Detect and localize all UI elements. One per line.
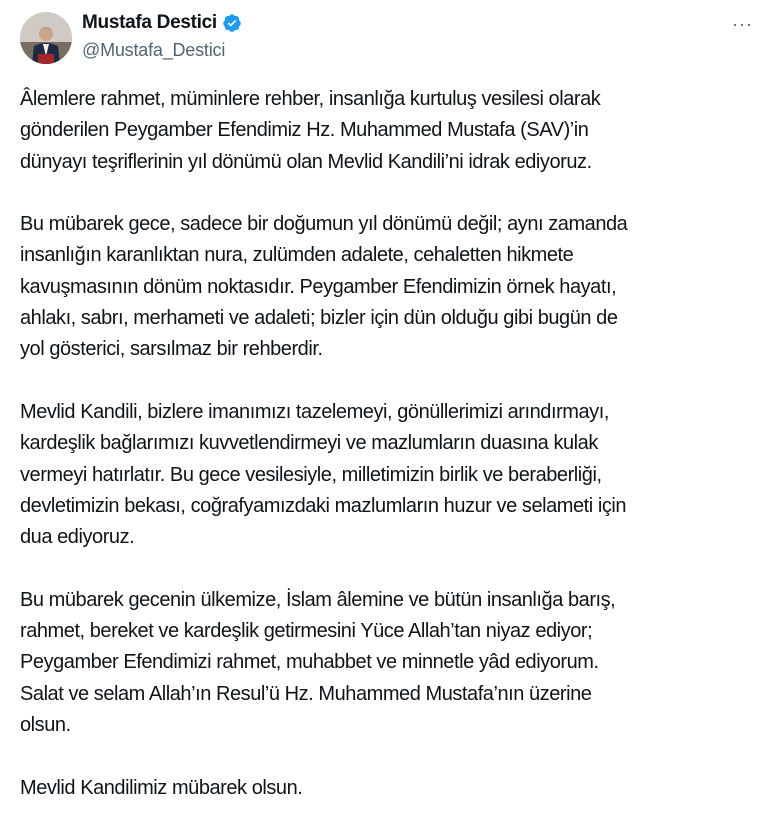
tweet-paragraph bbox=[20, 209, 760, 365]
tweet-line: Peygamber Efendimizi rahmet, muhabbet ve minnetle yâd ediyorum. bbox=[20, 651, 599, 674]
tweet-paragraph bbox=[20, 773, 760, 804]
tweet-line: yol gösterici, sarsılmaz bir rehberdir. bbox=[20, 338, 323, 361]
tweet-line: ahlakı, sabrı, merhameti ve adaleti; bizler için dün olduğu gibi bugün de bbox=[20, 307, 618, 330]
tweet-line: kardeşlik bağlarımızı kuvvetlendirmeyi ve mazlumların duasına kulak bbox=[20, 432, 598, 455]
more-horizontal-icon[interactable]: ··· bbox=[732, 14, 753, 34]
tweet-line: kavuşmasının dönüm noktasıdır. Peygamber Efendimizin örnek hayatı, bbox=[20, 275, 617, 298]
verified-badge-icon bbox=[222, 13, 242, 33]
tweet-line: gönderilen Peygamber Efendimiz Hz. Muhammed Mustafa (SAV)’in bbox=[20, 119, 589, 142]
author-name-row bbox=[82, 12, 242, 34]
tweet-line: vermeyi hatırlatır. Bu gece vesilesiyle, milletimizin birlik ve beraberliği, bbox=[20, 463, 602, 486]
tweet-line: Mevlid Kandilimiz mübarek olsun. bbox=[20, 776, 303, 799]
tweet-paragraph bbox=[20, 585, 760, 741]
tweet-line: dünyayı teşriflerinin yıl dönümü olan Mevlid Kandili’ni idrak ediyoruz. bbox=[20, 150, 592, 173]
author-handle[interactable]: @Mustafa_Destici bbox=[82, 40, 226, 60]
tweet-paragraph bbox=[20, 397, 760, 553]
tweet-line: rahmet, bereket ve kardeşlik getirmesini Yüce Allah’tan niyaz ediyor; bbox=[20, 620, 593, 643]
tweet-line: dua ediyoruz. bbox=[20, 526, 135, 549]
tweet-line: Mevlid Kandili, bizlere imanımızı tazelemeyi, gönüllerimizi arındırmayı, bbox=[20, 400, 609, 423]
author-name[interactable]: Mustafa Destici bbox=[82, 12, 217, 33]
tweet-line: Âlemlere rahmet, müminlere rehber, insanlığa kurtuluş vesilesi olarak bbox=[20, 88, 601, 110]
avatar-image bbox=[20, 12, 72, 64]
tweet-line: Bu mübarek gece, sadece bir doğumun yıl dönümü değil; aynı zamanda bbox=[20, 213, 628, 236]
tweet-line: Salat ve selam Allah’ın Resul’ü Hz. Muhammed Mustafa’nın üzerine bbox=[20, 682, 592, 705]
avatar[interactable] bbox=[20, 12, 72, 64]
tweet-line: olsun. bbox=[20, 713, 71, 736]
tweet-line: devletimizin bekası, coğrafyamızdaki mazlumların huzur ve selameti için bbox=[20, 494, 627, 517]
tweet-paragraph bbox=[20, 84, 760, 178]
tweet-line: insanlığın karanlıktan nura, zulümden adalete, cehaletten hikmete bbox=[20, 244, 574, 267]
tweet-text bbox=[20, 84, 760, 835]
tweet-line: Bu mübarek gecenin ülkemize, İslam âlemine ve bütün insanlığa barış, bbox=[20, 588, 616, 611]
